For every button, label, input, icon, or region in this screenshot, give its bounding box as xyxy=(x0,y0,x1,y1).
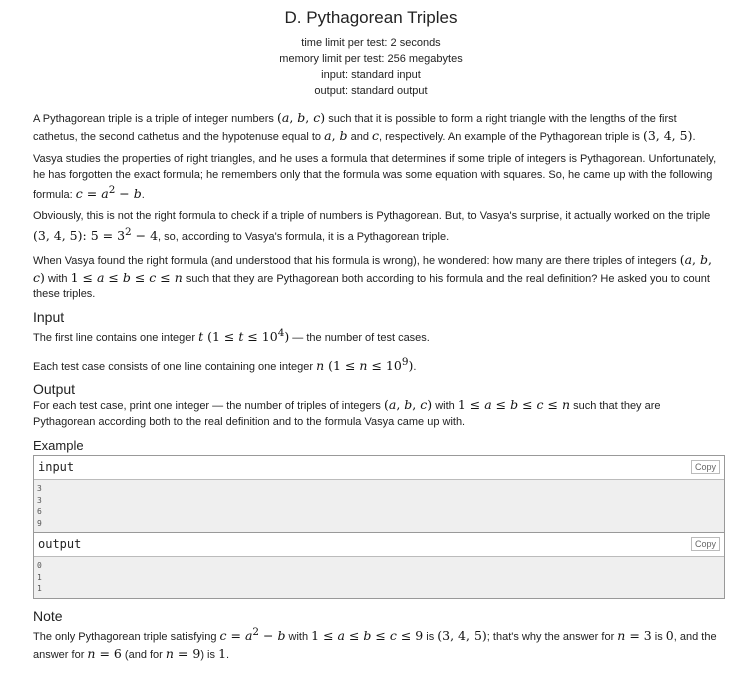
note-heading: Note xyxy=(33,608,63,624)
output-line: 1 xyxy=(37,572,42,582)
input-line: 9 xyxy=(37,518,42,528)
input-line: 3 xyxy=(37,495,42,505)
output-label: output xyxy=(38,537,82,551)
input-line: 3 xyxy=(37,484,42,493)
input-label: input xyxy=(38,460,75,474)
statement-paragraph-4: When Vasya found the right formula (and understood that his formula is wrong), he wondered: how many are there triples of integers (a, b, c) with 1 ≤ a ≤ b ≤ c ≤ n such that they are Pythagorean both according to his formula and the real definition? He asked you to count these triples. xyxy=(33,252,712,300)
example-heading: Example xyxy=(33,438,84,453)
input-heading: Input xyxy=(33,309,65,325)
statement-paragraph-1: A Pythagorean triple is a triple of integer numbers (a, b, c) such that it is possible to form a right triangle with the lengths of the first cathetus, the second cathetus and the hypotenuse equal to a, b and c, respectively. An example of the Pythagorean triple is (3, 4, 5). xyxy=(33,110,696,143)
statement-paragraph-3: Obviously, this is not the right formula to check if a triple of numbers is Pythagorean. But, to Vasya's surprise, it actually worked on the triple (3, 4, 5): $5 = 3^2 - 4$, so, according to Vasya's formula, it is a Pythagorean triple. xyxy=(33,210,711,243)
example-input-content[interactable] xyxy=(34,480,724,532)
statement-paragraph-2: Vasya studies the properties of right triangles, and he uses a formula that determines if some triple of integers is Pythagorean. Unfortunately, he has forgotten the exact formula; he remembers only that the formula was some equation with squares. So, he came up with the following formula: $c = a^2 - b$. xyxy=(33,153,717,202)
example-output-header xyxy=(34,533,724,557)
output-text: For each test case, print one integer — the number of triples of integers (a, b, c) with 1 ≤ a ≤ b ≤ c ≤ n such that they are Pythagorean according both to the real definition and to the formula Vasya came up with. xyxy=(33,397,661,428)
output-file: output: standard output xyxy=(314,85,428,97)
note-text: The only Pythagorean triple satisfying $c = a^2 - b$ with 1 ≤ a ≤ b ≤ c ≤ 9 is (3, 4, 5); that's why the answer for n = 3 is 0, and the answer for n = 6 (and for n = 9) is 1. xyxy=(33,626,717,661)
example-input-box xyxy=(33,455,725,533)
output-heading: Output xyxy=(33,381,76,397)
copy-input-button[interactable]: Copy xyxy=(691,460,720,474)
memory-limit: memory limit per test: 256 megabytes xyxy=(279,53,463,65)
example-output-content[interactable] xyxy=(34,557,724,598)
time-limit: time limit per test: 2 seconds xyxy=(301,37,441,49)
example-output-box xyxy=(33,532,725,599)
input-line-1: The first line contains one integer t $(1 \le t \le 10^4)$ — the number of test cases. xyxy=(33,327,430,345)
output-line: 0 xyxy=(37,561,42,570)
copy-output-button[interactable]: Copy xyxy=(691,537,720,551)
problem-title: D. Pythagorean Triples xyxy=(284,8,458,27)
input-file: input: standard input xyxy=(321,69,421,81)
example-input-header xyxy=(34,456,724,480)
input-line: 6 xyxy=(37,507,42,517)
output-line: 1 xyxy=(37,584,42,594)
input-line-2: Each test case consists of one line containing one integer n $(1 \le n \le 10^9)$. xyxy=(33,356,417,374)
